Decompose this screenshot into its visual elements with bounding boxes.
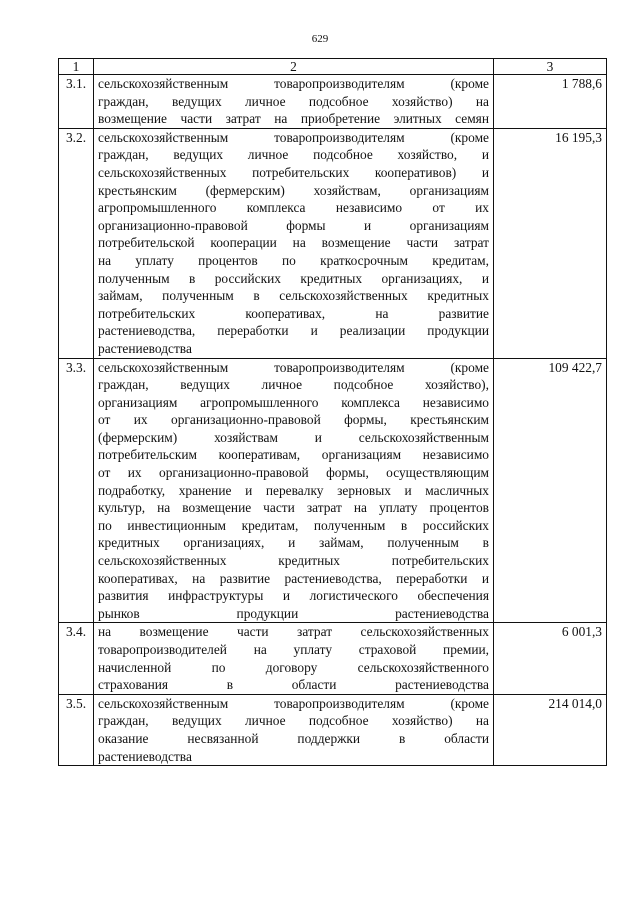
table-row [59,128,607,358]
description-line: граждан, ведущих личное подсобное хозяйство) на [98,713,489,729]
description-line: возмещение части затрат на приобретение элитных семян [98,111,489,127]
description-line: граждан, ведущих личное подсобное хозяйство) на [98,93,489,109]
row-number: 3.5. [59,694,94,765]
description-line: растениеводства [98,340,192,356]
description-line: растениеводства [98,748,192,764]
table-row [59,358,607,623]
row-amount: 1 788,6 [494,75,607,129]
description-line: организациям агропромышленного комплекса независимо [98,394,489,410]
description-line: сельскохозяйственных кредитных потребительских [98,553,489,569]
row-amount: 6 001,3 [494,623,607,694]
description-line: кооперативах, на развитие растениеводства, переработки и [98,570,489,586]
description-line: сельскохозяйственным товаропроизводителям (кроме [98,129,489,145]
description-line: товаропроизводителей на уплату страховой премии, [98,642,489,657]
page-number: 629 [311,33,329,45]
description-line: граждан, ведущих личное подсобное хозяйство), [98,377,489,393]
row-description [94,694,494,765]
row-number: 3.3. [59,358,94,623]
row-description [94,623,494,694]
description-line: потребительской кооперации на возмещение части затрат [98,235,489,251]
description-line: сельскохозяйственных потребительских кооперативов) и [98,164,489,180]
budget-table [58,58,607,766]
header-col-2: 2 [94,59,494,75]
description-line: агропромышленного комплекса независимо от их [98,200,489,216]
description-line: потребительских кооперативах, на развитие [98,305,489,321]
row-description [94,75,494,129]
row-number: 3.2. [59,128,94,358]
row-number: 3.1. [59,75,94,129]
description-line: сельскохозяйственным товаропроизводителям (кроме [98,695,489,711]
table-row [59,75,607,129]
description-line: растениеводства, переработки и реализации продукции [98,323,489,339]
description-line: организационно-правовой формы и организациям [98,217,489,233]
description-line: потребительским кооперативам, организациям независимо [98,447,489,463]
description-line: кредитных организациях, и займам, полученным в [98,535,489,551]
row-amount: 16 195,3 [494,128,607,358]
description-line: подработку, хранение и перевалку зерновых и масличных [98,482,489,498]
description-line: развития инфраструктуры и логистического обеспечения [98,588,489,604]
description-line: от их организационно-правовой формы, осуществляющим [98,465,489,481]
description-line: культур, на возмещение части затрат на уплату процентов [98,500,489,516]
description-line: на возмещение части затрат сельскохозяйственных [98,624,489,640]
description-line: страхования в области растениеводства [98,677,489,693]
description-line: крестьянским (фермерским) хозяйствам, организациям [98,182,489,198]
description-line: от их организационно-правовой формы, крестьянским [98,412,489,428]
header-col-1: 1 [59,59,94,75]
row-number: 3.4. [59,623,94,694]
description-line: по инвестиционным кредитам, полученным в российских [98,517,489,533]
description-line: на уплату процентов по краткосрочным кредитам, [98,252,489,268]
table-row [59,623,607,694]
table-header-row [59,59,607,75]
description-line: (фермерским) хозяйствам и сельскохозяйственным [98,429,489,445]
description-line: граждан, ведущих личное подсобное хозяйство, и [98,147,489,163]
description-line: полученным в российских кредитных организациях, и [98,270,489,286]
description-line: рынков продукции растениеводства [98,605,489,621]
description-line: оказание несвязанной поддержки в области [98,730,489,746]
table-row [59,694,607,765]
description-line: сельскохозяйственным товаропроизводителям (кроме [98,359,489,375]
row-amount: 109 422,7 [494,358,607,623]
header-col-3: 3 [494,59,607,75]
description-line: начисленной по договору сельскохозяйственного [98,659,489,675]
row-amount: 214 014,0 [494,694,607,765]
description-line: сельскохозяйственным товаропроизводителям (кроме [98,76,489,91]
description-line: займам, полученным в сельскохозяйственных кредитных [98,288,489,304]
row-description [94,128,494,358]
row-description [94,358,494,623]
